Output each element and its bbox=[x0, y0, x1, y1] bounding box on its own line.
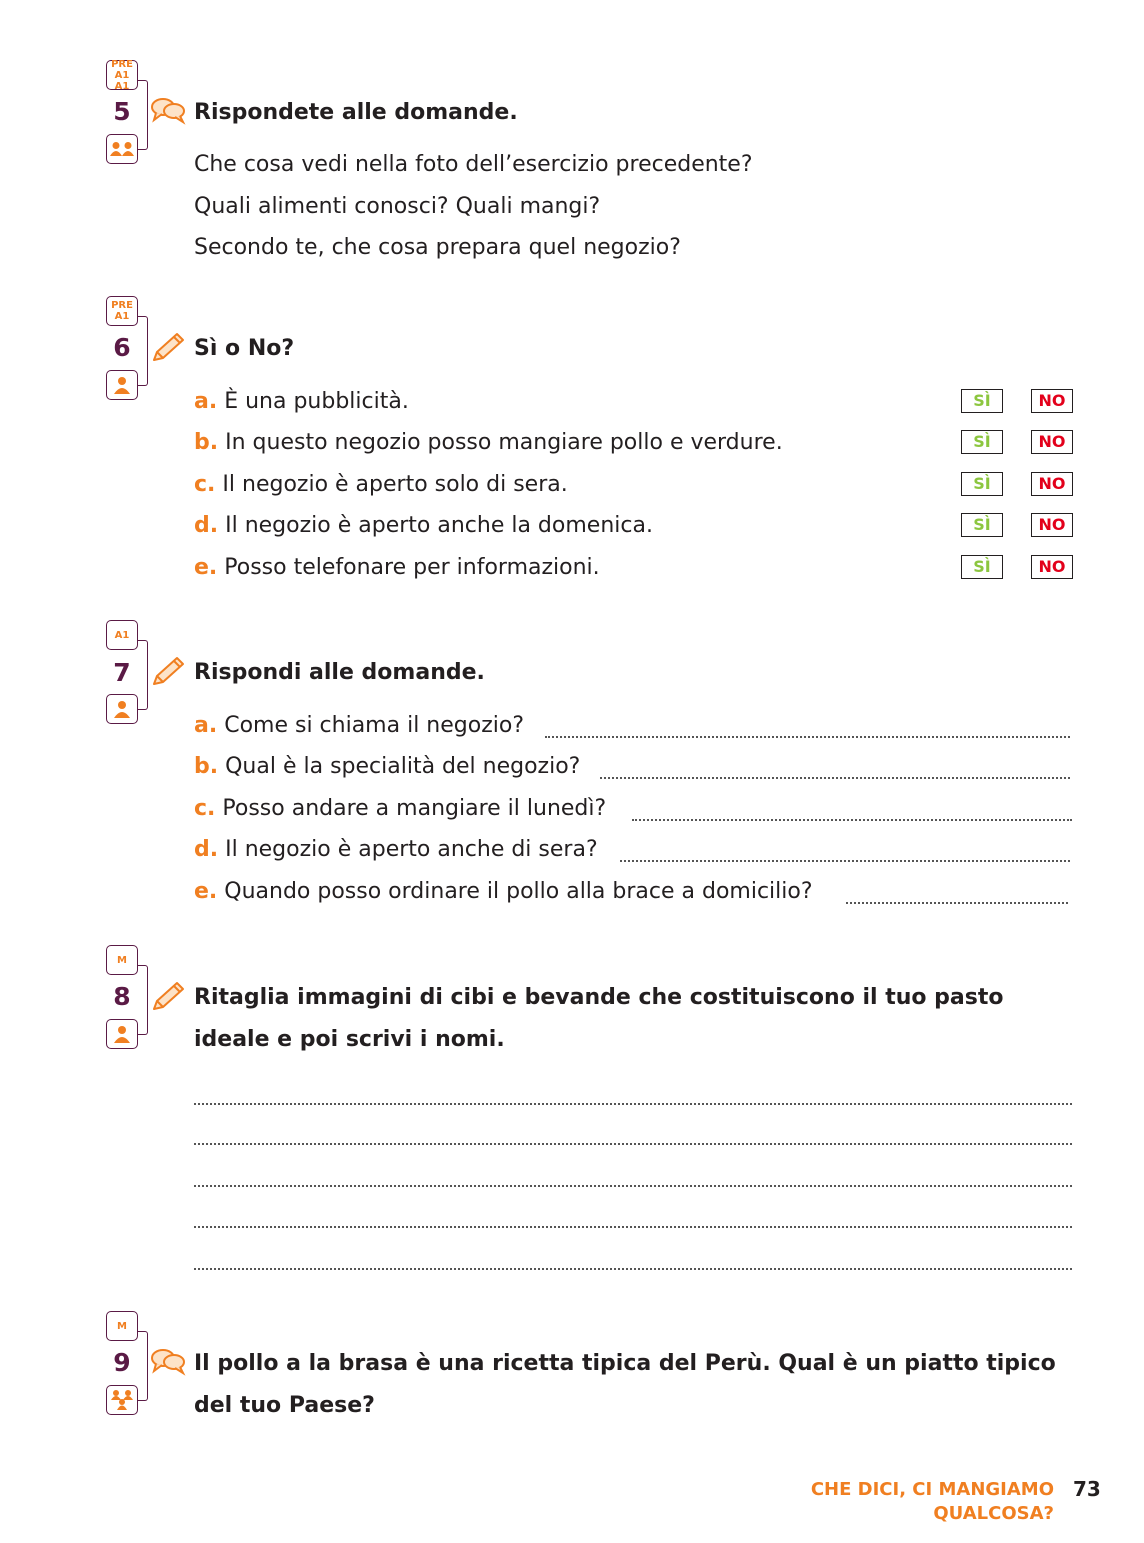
answer-line[interactable] bbox=[600, 777, 1070, 779]
answer-line[interactable] bbox=[632, 819, 1072, 821]
yes-option[interactable]: SÌ bbox=[961, 555, 1003, 579]
pencil-icon bbox=[150, 656, 186, 686]
question-b: b. Qual è la specialità del negozio? bbox=[194, 754, 581, 779]
page-number: 73 bbox=[1073, 1477, 1101, 1501]
chapter-title: CHE DICI, CI MANGIAMO QUALCOSA? bbox=[810, 1479, 1054, 1524]
question-d: d. Il negozio è aperto anche di sera? bbox=[194, 837, 598, 862]
exercise-title: Sì o No? bbox=[194, 336, 295, 361]
answer-line[interactable] bbox=[620, 860, 1070, 862]
level-badge: PRE A1 A1 bbox=[106, 60, 138, 90]
statement-e: e. Posso telefonare per informazioni. bbox=[194, 555, 600, 580]
answer-line[interactable] bbox=[846, 902, 1068, 904]
pencil-icon bbox=[150, 981, 186, 1011]
group-icon bbox=[106, 1385, 138, 1415]
yes-option[interactable]: SÌ bbox=[961, 389, 1003, 413]
exercise-number: 8 bbox=[113, 982, 131, 1011]
no-option[interactable]: NO bbox=[1031, 555, 1073, 579]
answer-line[interactable] bbox=[545, 736, 1070, 738]
level-badge: M bbox=[106, 1311, 138, 1341]
statement-d: d. Il negozio è aperto anche la domenica. bbox=[194, 513, 653, 538]
bracket bbox=[138, 316, 148, 386]
writing-line[interactable] bbox=[194, 1185, 1072, 1187]
person-icon bbox=[106, 694, 138, 724]
bracket bbox=[138, 80, 148, 150]
level-badge: PRE A1 bbox=[106, 296, 138, 326]
exercise-number: 5 bbox=[113, 97, 131, 126]
writing-line[interactable] bbox=[194, 1268, 1072, 1270]
writing-line[interactable] bbox=[194, 1143, 1072, 1145]
exercise-title: Rispondi alle domande. bbox=[194, 660, 485, 685]
level-badge: A1 bbox=[106, 620, 138, 650]
pair-icon bbox=[106, 134, 138, 164]
exercise-title: Il pollo a la brasa è una ricetta tipica del Perù. Qual è un piatto tipico del tuo Paese? bbox=[194, 1351, 1056, 1418]
bracket bbox=[138, 640, 148, 710]
bracket bbox=[138, 965, 148, 1035]
writing-line[interactable] bbox=[194, 1226, 1072, 1228]
person-icon bbox=[106, 370, 138, 400]
question-line: Che cosa vedi nella foto dell’esercizio precedente? bbox=[194, 152, 753, 177]
yes-option[interactable]: SÌ bbox=[961, 472, 1003, 496]
yes-option[interactable]: SÌ bbox=[961, 513, 1003, 537]
question-e: e. Quando posso ordinare il pollo alla brace a domicilio? bbox=[194, 879, 813, 904]
exercise-number: 7 bbox=[113, 658, 131, 687]
writing-line[interactable] bbox=[194, 1103, 1072, 1105]
question-a: a. Come si chiama il negozio? bbox=[194, 713, 525, 738]
statement-b: b. In questo negozio posso mangiare pollo e verdure. bbox=[194, 430, 783, 455]
level-badge: M bbox=[106, 945, 138, 975]
exercise-number: 9 bbox=[113, 1348, 131, 1377]
no-option[interactable]: NO bbox=[1031, 389, 1073, 413]
exercise-title: Rispondete alle domande. bbox=[194, 100, 518, 125]
person-icon bbox=[106, 1019, 138, 1049]
statement-a: a. È una pubblicità. bbox=[194, 389, 409, 414]
exercise-title: Ritaglia immagini di cibi e bevande che costituiscono il tuo pasto ideale e poi scrivi i nomi. bbox=[194, 985, 1004, 1052]
exercise-number: 6 bbox=[113, 333, 131, 362]
question-line: Quali alimenti conosci? Quali mangi? bbox=[194, 194, 601, 219]
yes-option[interactable]: SÌ bbox=[961, 430, 1003, 454]
no-option[interactable]: NO bbox=[1031, 430, 1073, 454]
speech-bubbles-icon bbox=[150, 96, 186, 126]
question-line: Secondo te, che cosa prepara quel negozio? bbox=[194, 235, 681, 260]
no-option[interactable]: NO bbox=[1031, 472, 1073, 496]
speech-bubbles-icon bbox=[150, 1347, 186, 1377]
bracket bbox=[138, 1331, 148, 1401]
question-c: c. Posso andare a mangiare il lunedì? bbox=[194, 796, 607, 821]
statement-c: c. Il negozio è aperto solo di sera. bbox=[194, 472, 568, 497]
no-option[interactable]: NO bbox=[1031, 513, 1073, 537]
pencil-icon bbox=[150, 332, 186, 362]
